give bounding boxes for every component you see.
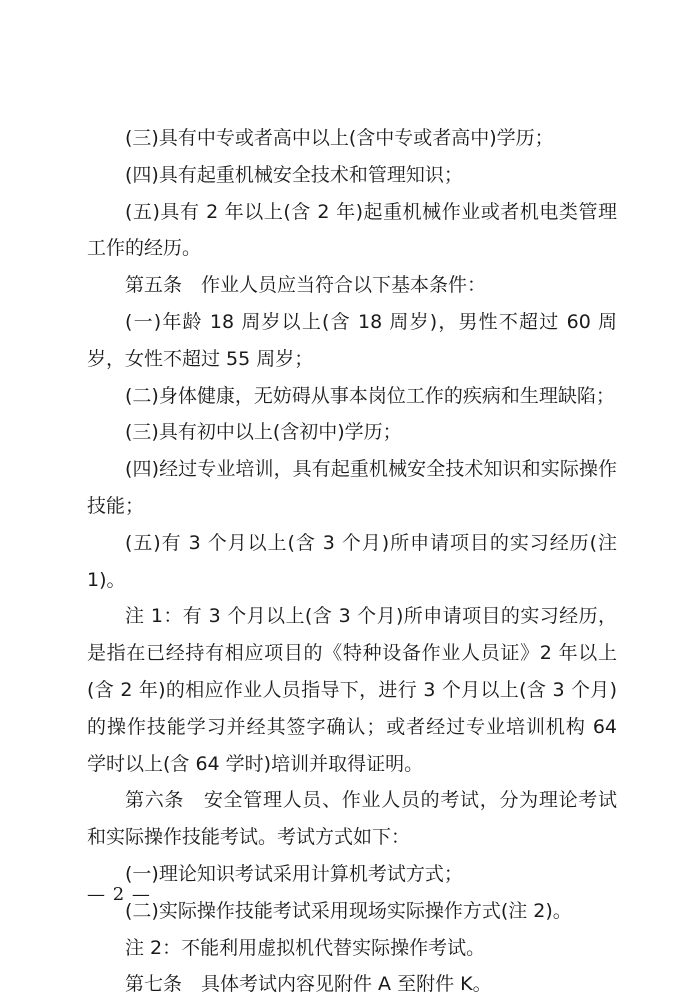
paragraph-8: (四)经过专业培训，具有起重机械安全技术知识和实际操作技能； — [87, 458, 617, 517]
paragraph-12: (一)理论知识考试采用计算机考试方式； — [125, 862, 463, 885]
paragraph-9: (五)有 3 个月以上(含 3 个月)所申请项目的实习经历(注 1)。 — [87, 531, 617, 591]
note-1: 注 1：有 3 个月以上(含 3 个月)所申请项目的实习经历，是指在已经持有相应项目的《特种设备作业人员证》2 年以上(含 2 年)的相应作业人员指导下，进行 3 个月以上(含 3 个月)的操作技能学习并经其签字确认；或者经过专业培训机构 64 学时以上(含 64 学时)培训并取得证明。 — [87, 605, 617, 775]
paragraph-7: (三)具有初中以上(含初中)学历； — [125, 421, 402, 444]
note-2: 注 2：不能利用虚拟机代替实际操作考试。 — [125, 936, 486, 959]
paragraph-6: (二)身体健康，无妨碍从事本岗位工作的疾病和生理缺陷； — [125, 384, 615, 407]
article-6: 第六条 安全管理人员、作业人员的考试，分为理论考试和实际操作技能考试。考试方式如下： — [87, 789, 617, 849]
paragraph-5: (一)年龄 18 周岁以上(含 18 周岁)，男性不超过 60 周岁，女性不超过 55 周岁； — [87, 310, 617, 370]
article-5-heading: 第五条 作业人员应当符合以下基本条件： — [125, 274, 487, 297]
paragraph-13: (二)实际操作技能考试采用现场实际操作方式(注 2)。 — [125, 899, 572, 922]
page-number: — 2 — — [87, 884, 151, 905]
document-body — [87, 120, 617, 1003]
article-7: 第七条 具体考试内容见附件 A 至附件 K。 — [125, 973, 492, 996]
paragraph-1: (三)具有中专或者高中以上(含中专或者高中)学历； — [125, 127, 554, 149]
paragraph-2: (四)具有起重机械安全技术和管理知识； — [125, 163, 463, 186]
paragraph-3: (五)具有 2 年以上(含 2 年)起重机械作业或者机电类管理工作的经历。 — [87, 200, 617, 260]
